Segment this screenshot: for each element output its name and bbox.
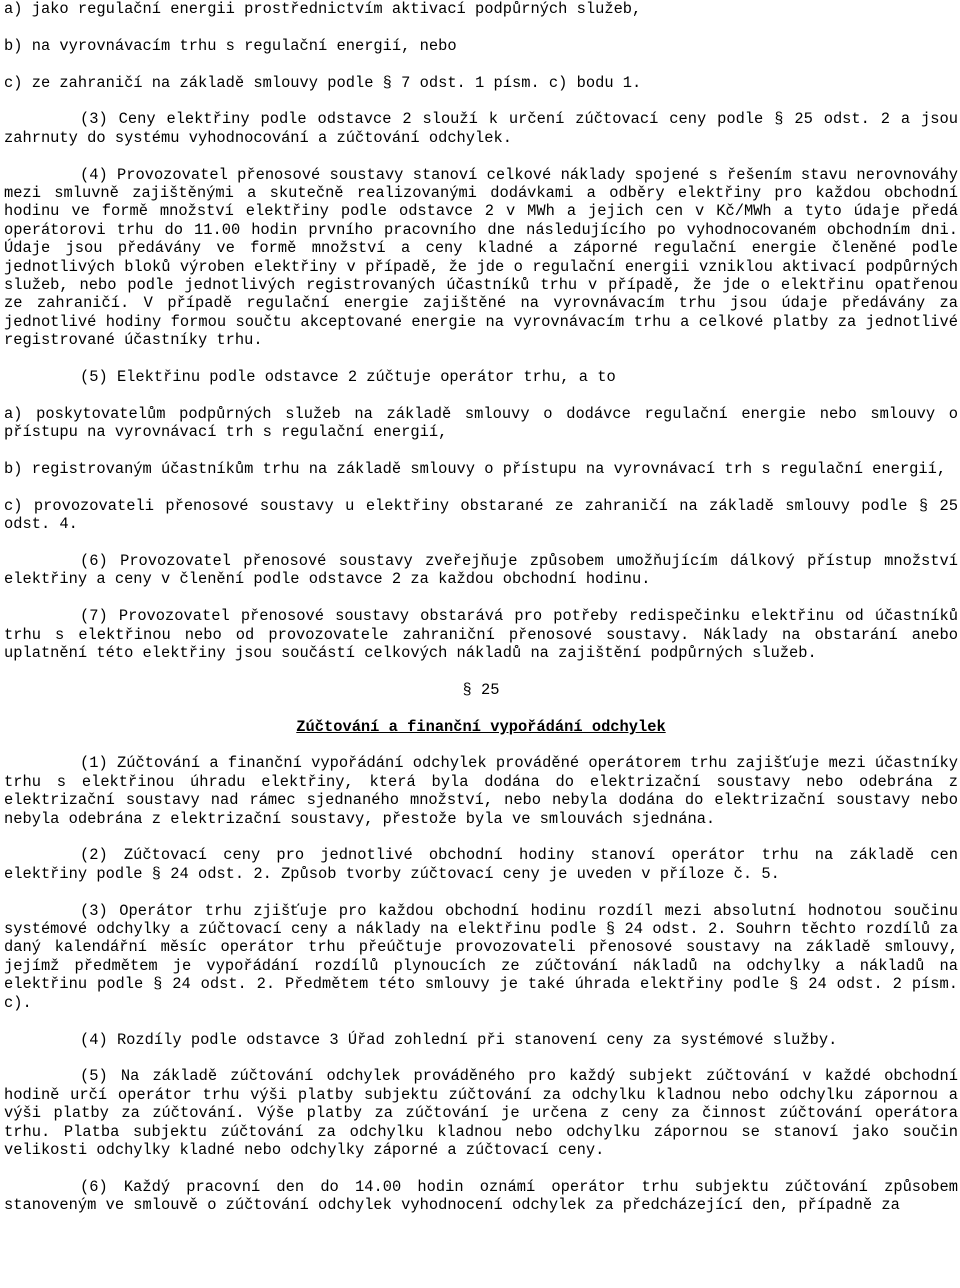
spacer <box>4 350 958 368</box>
section-title: Zúčtování a finanční vypořádání odchylek <box>296 717 666 736</box>
spacer <box>4 1049 958 1067</box>
list-item-a: a) jako regulační energii prostřednictvím aktivací podpůrných služeb, <box>4 0 642 18</box>
spacer <box>4 18 958 36</box>
section-25-paragraph-5: (5) Na základě zúčtování odchylek prováděného pro každý subjekt zúčtování v každé obchodní hodině určí operátor trhu výši platby subjektu zúčtování za odchylku kladnou nebo odchylku zápornou a výši platby za zúčtování. Výše platby za zúčtování je určena z ceny za činnost zúčtování operátora trhu. Platba subjektu zúčtování za odchylku kladnou nebo odchylku zápornou se stanoví jako součin velikosti odchylky kladné nebo odchylky záporné a zúčtovací ceny. <box>4 1067 958 1159</box>
spacer <box>4 828 958 846</box>
paragraph-5-item-c: c) provozovateli přenosové soustavy u elektřiny obstarané ze zahraničí na základě smlouvy podle § 25 odst. 4. <box>4 496 958 534</box>
spacer <box>4 478 958 496</box>
spacer <box>4 699 958 717</box>
list-item-c: c) ze zahraničí na základě smlouvy podle § 7 odst. 1 písm. c) bodu 1. <box>4 73 642 92</box>
spacer <box>4 662 958 680</box>
spacer <box>4 386 958 404</box>
paragraph-3: (3) Ceny elektřiny podle odstavce 2 slouží k určení zúčtovací ceny podle § 25 odst. 2 a jsou zahrnuty do systému vyhodnocování a zúčtování odchylek. <box>4 110 958 147</box>
section-number: § 25 <box>462 680 500 699</box>
spacer <box>4 534 958 552</box>
spacer <box>4 589 958 607</box>
paragraph-6: (6) Provozovatel přenosové soustavy zveřejňuje způsobem umožňujícím dálkový přístup množství elektřiny a ceny v členění podle odstavce 2 za každou obchodní hodinu. <box>4 552 958 589</box>
spacer <box>4 1159 958 1177</box>
spacer <box>4 147 958 165</box>
section-25-paragraph-2: (2) Zúčtovací ceny pro jednotlivé obchodní hodiny stanoví operátor trhu na základě cen elektřiny podle § 24 odst. 2. Způsob tvorby zúčtovací ceny je uveden v příloze č. 5. <box>4 846 958 883</box>
spacer <box>4 442 958 460</box>
paragraph-7: (7) Provozovatel přenosové soustavy obstarává pro potřeby redispečinku elektřinu od účastníků trhu s elektřinou nebo od provozovatele zahraniční přenosové soustavy. Náklady na obstarání anebo uplatnění této elektřiny jsou součástí celkových nákladů na zajištění podpůrných služeb. <box>4 607 958 663</box>
paragraph-4: (4) Provozovatel přenosové soustavy stanoví celkové náklady spojené s řešením stavu nerovnováhy mezi smluvně zajištěnými a skutečně realizovanými dodávkami a odběry elektřiny pro každou obchodní hodinu ve formě množství elektřiny podle odstavce 2 v MWh a jejich cen v Kč/MWh a tyto údaje předá operátorovi trhu do 11.00 hodin prvního pracovního dne následujícího po vyhodnocovaném obchodním dni. Údaje jsou předávány ve formě množství a ceny kladné a záporné regulační energie členěné podle jednotlivých bloků výroben elektřiny v případě, že jde o regulační energii vzniklou aktivací podpůrných služeb, nebo podle jednotlivých registrovaných účastníků trhu v případě, že jde o elektřinu opatřenou ze zahraničí. V případě regulační energie zajištěné na vyrovnávacím trhu jsou údaje předávány za jednotlivé hodiny formou součtu akceptované energie na vyrovnávacím trhu a celkové platby za jednotlivé registrované účastníky trhu. <box>4 165 958 350</box>
spacer <box>4 92 958 110</box>
paragraph-5-item-a: a) poskytovatelům podpůrných služeb na základě smlouvy o dodávce regulační energie nebo smlouvy o přístupu na vyrovnávací trh s regulační energií, <box>4 404 958 442</box>
list-item-b: b) na vyrovnávacím trhu s regulační energií, nebo <box>4 36 457 55</box>
section-25-paragraph-1: (1) Zúčtování a finanční vypořádání odchylek prováděné operátorem trhu zajišťuje mezi účastníky trhu s elektřinou úhradu elektřiny, která byla dodána do elektrizační soustavy nebo odebrána z elektrizační soustavy nad rámec sjednaného množství, nebo nebyla dodána do elektrizační soustavy nebo nebyla odebrána z elektrizační soustavy, přestože byla ve smlouvách sjednána. <box>4 754 958 828</box>
legal-document <box>4 0 958 1215</box>
paragraph-5-item-b: b) registrovaným účastníkům trhu na základě smlouvy o přístupu na vyrovnávací trh s regulační energií, <box>4 460 947 479</box>
section-25-paragraph-6: (6) Každý pracovní den do 14.00 hodin oznámí operátor trhu subjektu zúčtování způsobem stanoveným ve smlouvě o zúčtování odchylek vyhodnocení odchylek za předcházející den, případně za <box>4 1177 958 1215</box>
spacer <box>4 1012 958 1030</box>
section-25-paragraph-3: (3) Operátor trhu zjišťuje pro každou obchodní hodinu rozdíl mezi absolutní hodnotou součinu systémové odchylky a zúčtovací ceny a náklady na elektřinu podle § 24 odst. 2. Souhrn těchto rozdílů za daný kalendářní měsíc operátor trhu přeúčtuje provozovateli přenosové soustavy na základě smlouvy, jejímž předmětem je vypořádání rozdílů plynoucích ze zúčtování nákladů na odchylky a nákladů na elektřinu podle § 24 odst. 2. Předmětem této smlouvy je také úhrada elektřiny podle § 24 odst. 2 písm. c). <box>4 901 958 1012</box>
paragraph-5: (5) Elektřinu podle odstavce 2 zúčtuje operátor trhu, a to <box>80 368 616 387</box>
spacer <box>4 736 958 754</box>
section-25-paragraph-4: (4) Rozdíly podle odstavce 3 Úřad zohlední při stanovení ceny za systémové služby. <box>80 1030 838 1049</box>
spacer <box>4 55 958 73</box>
spacer <box>4 883 958 901</box>
